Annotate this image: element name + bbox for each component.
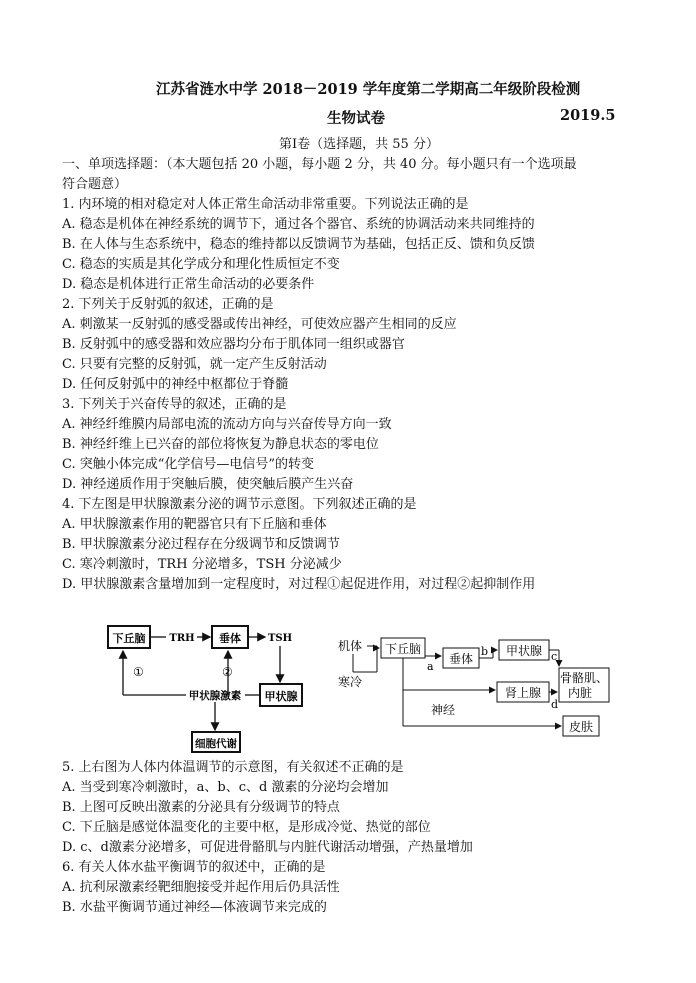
exam-title: 江苏省涟水中学 2018－2019 学年度第二学期高二年级阶段检测 xyxy=(156,81,581,98)
process-2-label: ② xyxy=(222,665,233,679)
text-line: 3. 下列关于兴奋传导的叙述，正确的是 xyxy=(62,397,287,412)
tsh-label: TSH xyxy=(267,633,293,644)
section-heading: 第Ⅰ卷（选择题，共 55 分） xyxy=(279,137,439,152)
text-line: B. 神经纤维上已兴奋的部位将恢复为静息状态的零电位 xyxy=(62,437,379,452)
hormone-a-label: a xyxy=(427,660,434,673)
skin-label: 皮肤 xyxy=(568,720,594,734)
text-line: A. 刺激某一反射弧的感受器或传出神经，可使效应器产生相同的反应 xyxy=(62,317,457,332)
text-line: B. 甲状腺激素分泌过程存在分级调节和反馈调节 xyxy=(62,537,340,552)
pituitary-label: 垂体 xyxy=(219,632,241,645)
text-line: A. 抗利尿激素经靶细胞接受并起作用后仍具活性 xyxy=(62,880,340,895)
trh-label: TRH xyxy=(169,633,195,644)
text-line: A. 甲状腺激素作用的靶器官只有下丘脑和垂体 xyxy=(62,517,327,532)
text-line: B. 上图可反映出激素的分泌具有分级调节的特点 xyxy=(62,800,340,815)
text-line: C. 寒冷刺激时，TRH 分泌增多，TSH 分泌减少 xyxy=(62,557,342,572)
text-line: D. c、d激素分泌增多，可促进骨骼肌与内脏代谢活动增强，产热量增加 xyxy=(62,840,473,855)
hormone-d-label: d xyxy=(551,698,559,711)
text-line: A. 当受到寒冷刺激时，a、b、c、d 激素的分泌均会增加 xyxy=(62,780,389,795)
text-line: 符合题意） xyxy=(62,177,128,192)
question-block-1 xyxy=(62,135,577,595)
cold-label: 寒冷 xyxy=(338,675,363,689)
thyroid-label: 甲状腺 xyxy=(264,690,298,703)
thyroid-hormone-label: 甲状腺激素 xyxy=(188,690,242,702)
subject-title: 生物试卷 xyxy=(327,110,385,127)
text-line: C. 稳态的实质是其化学成分和理化性质恒定不变 xyxy=(62,257,340,272)
text-line: 1. 内环境的相对稳定对人体正常生命活动非常重要。下列说法正确的是 xyxy=(62,197,469,212)
muscle-label-line1: 骨骼肌、 xyxy=(559,671,609,685)
text-line: B. 反射弧中的感受器和效应器均分布于肌体同一组织或器官 xyxy=(62,337,405,352)
text-line: A. 稳态是机体在神经系统的调节下，通过各个器官、系统的协调活动来共同维持的 xyxy=(62,217,535,232)
thyroid-regulation-diagram xyxy=(100,620,315,755)
text-line: 一、单项选择题：（本大题包括 20 小题，每小题 2 分，共 40 分。每小题只有一个选项最 xyxy=(62,157,577,172)
process-1-label: ① xyxy=(133,665,144,679)
text-line: 4. 下左图是甲状腺激素分泌的调节示意图。下列叙述正确的是 xyxy=(62,497,417,512)
text-line: D. 任何反射弧中的神经中枢都位于脊髓 xyxy=(62,377,289,392)
text-line: B. 水盐平衡调节通过神经—体液调节来完成的 xyxy=(62,900,327,915)
question-block-2 xyxy=(62,758,473,918)
nerve-label: 神经 xyxy=(431,703,456,717)
text-line: 5. 上右图为人体内体温调节的示意图，有关叙述不正确的是 xyxy=(62,760,404,775)
text-line: 6. 有关人体水盐平衡调节的叙述中，正确的是 xyxy=(62,860,326,875)
pituitary-label-right: 垂体 xyxy=(448,652,474,666)
text-line: D. 甲状腺激素含量增加到一定程度时，对过程①起促进作用，对过程②起抑制作用 xyxy=(62,577,536,592)
text-line: C. 只要有完整的反射弧，就一定产生反射活动 xyxy=(62,357,327,372)
text-line: A. 神经纤维膜内局部电流的流动方向与兴奋传导方向一致 xyxy=(62,417,392,432)
text-line: D. 神经递质作用于突触后膜，使突触后膜产生兴奋 xyxy=(62,477,354,492)
thyroid-label-right: 甲状腺 xyxy=(505,644,543,658)
thermoregulation-diagram xyxy=(335,630,620,750)
text-line: B. 在人体与生态系统中，稳态的维持都以反馈调节为基础，包括正反、馈和负反馈 xyxy=(62,237,535,252)
text-line: 2. 下列关于反射弧的叙述，正确的是 xyxy=(62,297,274,312)
hormone-b-label: b xyxy=(481,645,489,658)
muscle-label-line2: 内脏 xyxy=(567,686,593,700)
text-line: C. 突触小体完成“化学信号—电信号”的转变 xyxy=(62,457,315,472)
text-line: C. 下丘脑是感觉体温变化的主要中枢，是形成冷觉、热觉的部位 xyxy=(62,820,431,835)
hypothalamus-label: 下丘脑 xyxy=(112,632,146,645)
text-line: D. 稳态是机体进行正常生命活动的必要条件 xyxy=(62,277,315,292)
adrenal-label: 肾上腺 xyxy=(504,686,542,700)
metabolism-label: 细胞代谢 xyxy=(195,738,237,750)
body-label: 机体 xyxy=(338,639,363,653)
exam-date: 2019.5 xyxy=(560,107,616,124)
hormone-c-label: c xyxy=(551,650,558,663)
hypothalamus-label-right: 下丘脑 xyxy=(384,642,422,656)
